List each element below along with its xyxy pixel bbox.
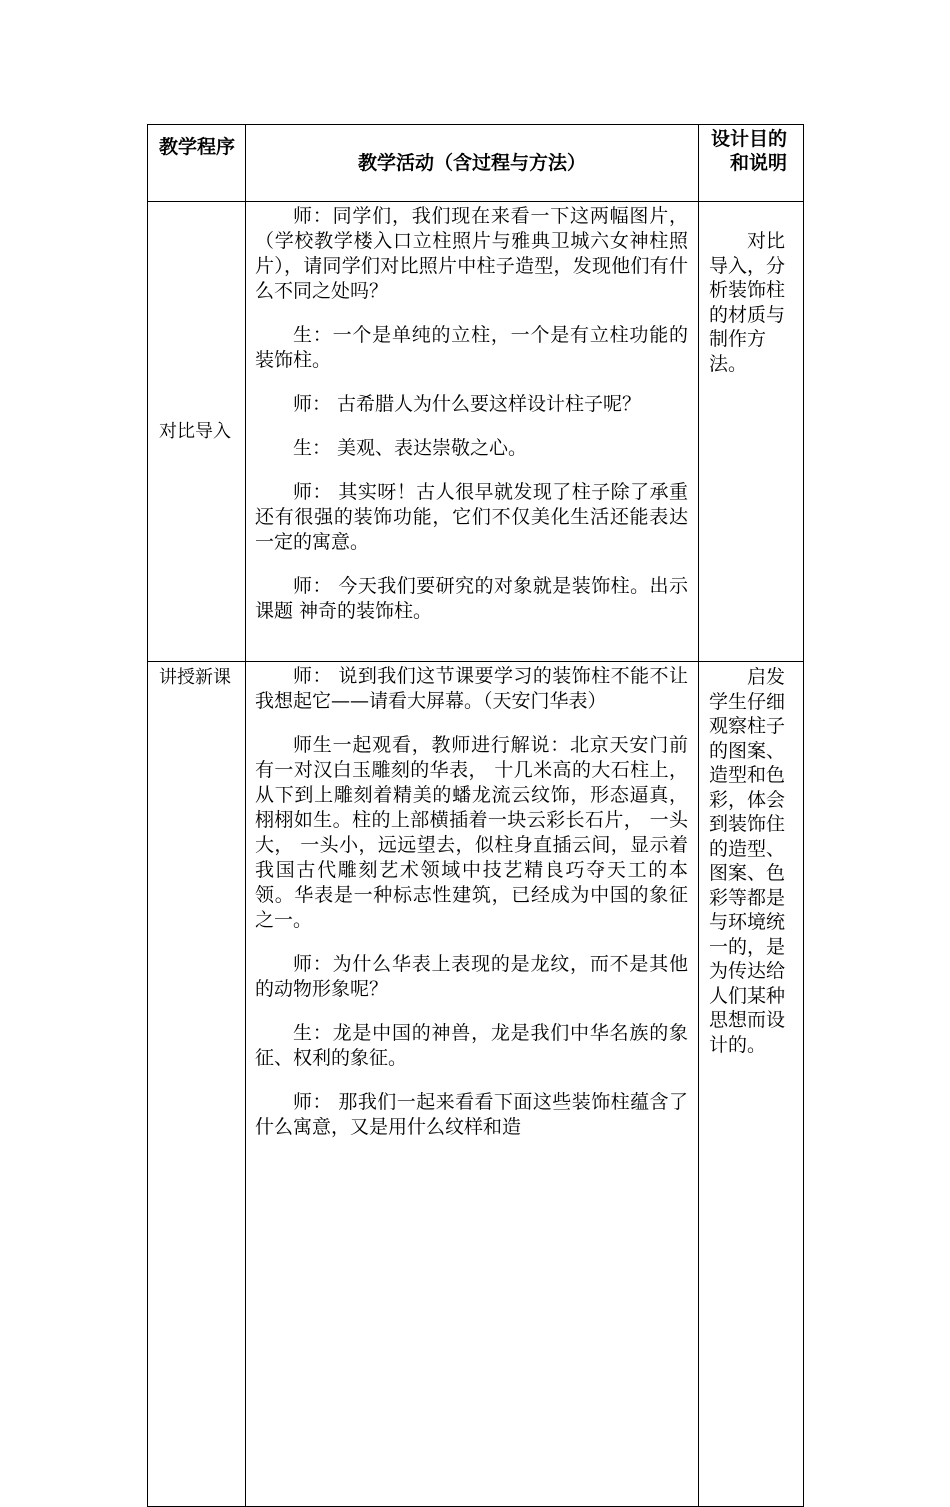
activity-paragraph: 生：一个是单纯的立柱，一个是有立柱功能的装饰柱。 <box>255 324 688 371</box>
activity-paragraph: 生： 美观、表达崇敬之心。 <box>293 437 528 459</box>
activity-paragraph: 师： 古希腊人为什么要这样设计柱子呢？ <box>293 393 642 415</box>
activity-paragraph: 师： 其实呀！古人很早就发现了柱子除了承重还有很强的装饰功能，它们不仅美化生活还能表达一定的寓意。 <box>255 481 688 553</box>
header-teaching-procedure: 教学程序 <box>148 125 246 202</box>
activity-cell <box>246 202 699 662</box>
header-design-purpose: 设计目的和说明 <box>699 125 804 202</box>
stage-cell: 对比导入 <box>148 202 246 662</box>
lesson-plan-table <box>147 124 804 1507</box>
activity-paragraph: 师： 那我们一起来看看下面这些装饰柱蕴含了什么寓意，又是用什么纹样和造 <box>255 1091 688 1138</box>
table-row <box>148 202 804 662</box>
table-row <box>148 662 804 1507</box>
header-teaching-activity: 教学活动（含过程与方法） <box>246 125 699 202</box>
activity-paragraph: 师：同学们，我们现在来看一下这两幅图片，（学校教学楼入口立柱照片与雅典卫城六女神柱照片），请同学们对比照片中柱子造型，发现他们有什么不同之处吗？ <box>255 205 688 302</box>
table-header-row <box>148 125 804 202</box>
activity-paragraph: 生：龙是中国的神兽，龙是我们中华名族的象征、权利的象征。 <box>255 1022 688 1069</box>
activity-paragraph: 师： 说到我们这节课要学习的装饰柱不能不让我想起它——请看大屏幕。（天安门华表） <box>255 665 688 712</box>
activity-cell <box>246 662 699 1507</box>
stage-cell: 讲授新课 <box>148 662 246 1507</box>
activity-paragraph: 师生一起观看，教师进行解说：北京天安门前有一对汉白玉雕刻的华表， 十几米高的大石柱上， 从下到上雕刻着精美的蟠龙流云纹饰，形态逼真，栩栩如生。柱的上部横插着一块云彩长石片， 一头大， 一头小，远远望去，似柱身直插云间，显示着我国古代雕刻艺术领域中技艺精良巧夺天工的本领。华表是一种标志性建筑，已经成为中国的象征之一。 <box>255 734 688 931</box>
purpose-cell: 对比导入，分析装饰柱的材质与制作方法。 <box>699 202 804 662</box>
purpose-cell: 启发学生仔细观察柱子的图案、造型和色彩，体会到装饰住的造型、图案、色彩等都是与环境统一的，是为传达给人们某种思想而设计的。 <box>699 662 804 1507</box>
activity-paragraph: 师：为什么华表上表现的是龙纹，而不是其他的动物形象呢？ <box>255 953 688 1000</box>
activity-paragraph: 师： 今天我们要研究的对象就是装饰柱。出示课题 神奇的装饰柱。 <box>255 575 688 622</box>
